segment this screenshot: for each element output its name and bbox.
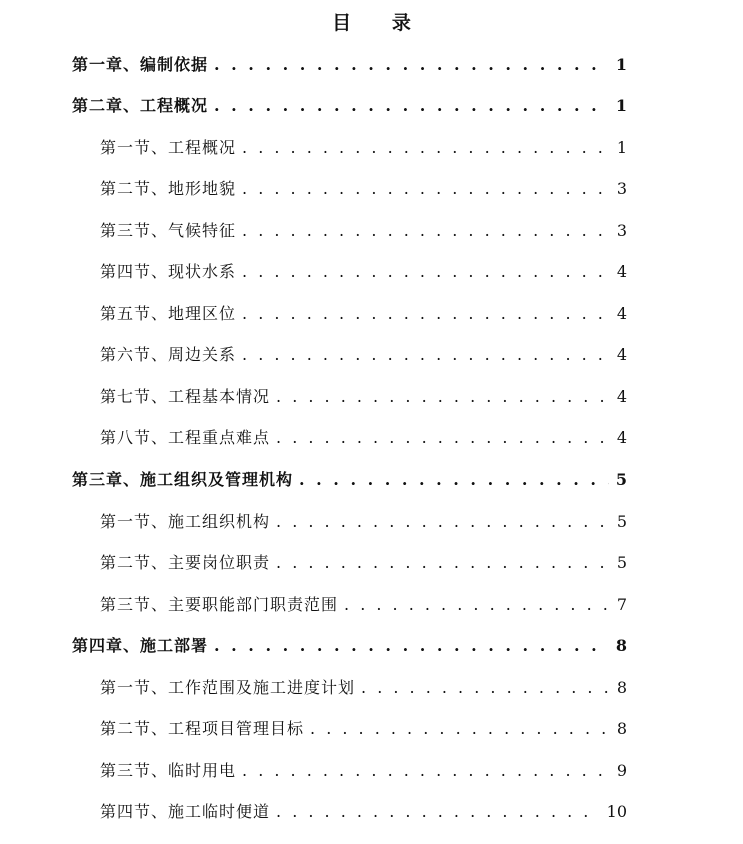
page-title: 目 录 (332, 12, 428, 34)
toc-page-number: 4 (616, 345, 627, 364)
toc-dot-leader (242, 344, 609, 366)
toc-dot-leader (214, 635, 609, 657)
toc-dot-leader (276, 801, 601, 823)
toc-entry-section[interactable] (100, 220, 627, 242)
toc-page-number: 5 (616, 553, 627, 572)
toc-page-number: 8 (616, 678, 627, 697)
toc-dot-leader (242, 220, 609, 242)
toc-entry-section[interactable] (100, 137, 627, 159)
toc-entry-section[interactable] (100, 801, 627, 823)
toc-entry-section[interactable] (100, 718, 627, 740)
toc-entry-section[interactable] (100, 677, 627, 699)
toc-entry-label: 第四章、施工部署 (72, 636, 209, 655)
toc-entry-label: 第七节、工程基本情况 (100, 387, 271, 406)
toc-page-number: 8 (615, 636, 627, 655)
toc-entry-chapter-1[interactable] (72, 54, 627, 76)
toc-dot-leader (242, 303, 609, 325)
toc-page-number: 5 (616, 512, 627, 531)
toc-dot-leader (310, 718, 609, 740)
toc-page-number: 1 (616, 138, 627, 157)
toc-page-number: 4 (616, 262, 627, 281)
toc-dot-leader (242, 760, 609, 782)
toc-page-number: 4 (616, 387, 627, 406)
toc-entry-section[interactable] (100, 178, 627, 200)
toc-dot-leader (242, 178, 609, 200)
toc-page-number: 3 (616, 179, 627, 198)
toc-dot-leader (214, 95, 609, 117)
toc-dot-leader (242, 137, 609, 159)
toc-entry-label: 第二节、地形地貌 (100, 179, 237, 198)
toc-entry-section[interactable] (100, 261, 627, 283)
toc-entry-label: 第三节、主要职能部门职责范围 (100, 595, 339, 614)
toc-entry-section[interactable] (100, 760, 627, 782)
toc-page-number: 8 (616, 719, 627, 738)
toc-dot-leader (361, 677, 609, 699)
toc-entry-chapter-2[interactable] (72, 95, 627, 117)
toc-dot-leader (242, 261, 609, 283)
toc-entry-label: 第四节、施工临时便道 (100, 802, 271, 821)
toc-dot-leader (276, 386, 609, 408)
toc-entry-label: 第一节、施工组织机构 (100, 512, 271, 531)
toc-dot-leader (276, 427, 609, 449)
toc-entry-section[interactable] (100, 427, 627, 449)
toc-entry-section[interactable] (100, 386, 627, 408)
toc-page-number: 3 (616, 221, 627, 240)
toc-entry-section[interactable] (100, 303, 627, 325)
toc-entry-label: 第五节、地理区位 (100, 304, 237, 323)
toc-entry-label: 第六节、周边关系 (100, 345, 237, 364)
toc-page-number: 4 (616, 428, 627, 447)
toc-entry-chapter-3[interactable] (72, 469, 627, 491)
toc-page-number: 1 (615, 55, 627, 74)
toc-entry-label: 第一节、工作范围及施工进度计划 (100, 678, 356, 697)
toc-entry-section[interactable] (100, 344, 627, 366)
toc-page-number: 5 (615, 470, 627, 489)
toc-entry-label: 第三章、施工组织及管理机构 (72, 470, 294, 489)
toc-page-number: 1 (615, 96, 627, 115)
toc-entry-section[interactable] (100, 511, 627, 533)
toc-page-number: 7 (616, 595, 627, 614)
toc-entry-label: 第四节、现状水系 (100, 262, 237, 281)
toc-entry-label: 第一节、工程概况 (100, 138, 237, 157)
toc-entry-label: 第三节、气候特征 (100, 221, 237, 240)
toc-entry-label: 第三节、临时用电 (100, 761, 237, 780)
toc-page-number: 9 (616, 761, 627, 780)
toc-dot-leader (299, 469, 609, 491)
toc-entry-label: 第一章、编制依据 (72, 55, 209, 74)
toc-entry-section[interactable] (100, 552, 627, 574)
toc-dot-leader (344, 594, 609, 616)
toc-entry-label: 第八节、工程重点难点 (100, 428, 271, 447)
toc-entry-label: 第二节、主要岗位职责 (100, 553, 271, 572)
toc-entry-label: 第二节、工程项目管理目标 (100, 719, 305, 738)
toc-entry-chapter-4[interactable] (72, 635, 627, 657)
toc-entry-section[interactable] (100, 594, 627, 616)
toc-page-number: 4 (616, 304, 627, 323)
toc-entry-label: 第二章、工程概况 (72, 96, 209, 115)
toc-dot-leader (276, 511, 609, 533)
toc-page-number: 10 (606, 802, 627, 821)
toc-dot-leader (276, 552, 609, 574)
toc-dot-leader (214, 54, 609, 76)
